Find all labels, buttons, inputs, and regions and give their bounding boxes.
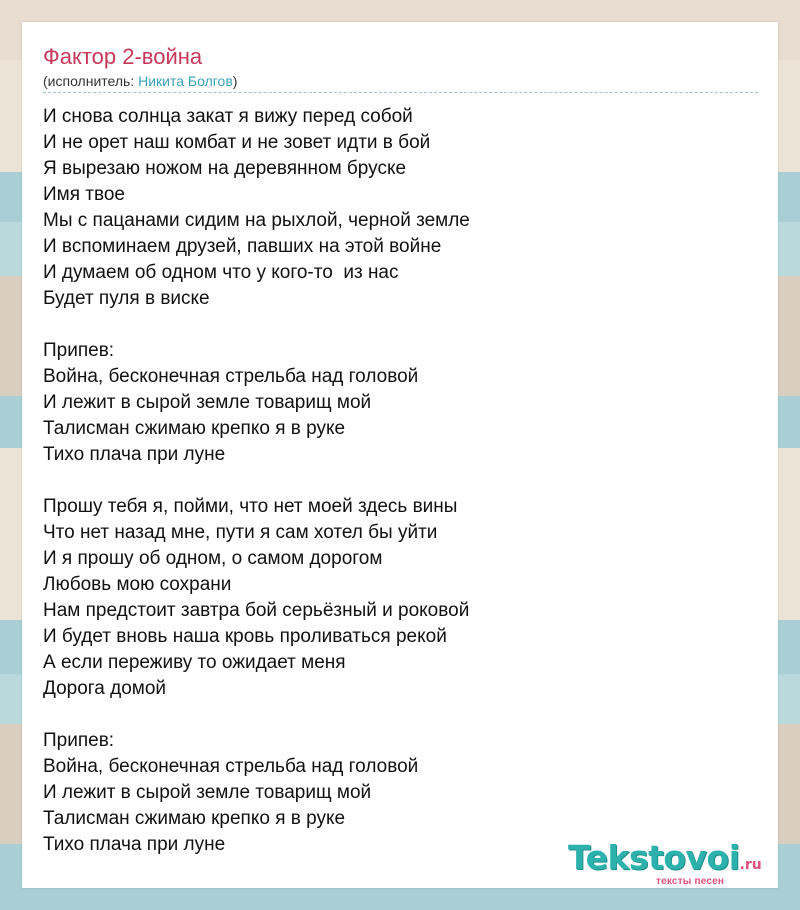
lyric-line: Любовь мою сохрани [43, 574, 232, 595]
lyric-line [43, 702, 470, 728]
lyric-line: Прошу тебя я, пойми, что нет моей здесь вины [43, 496, 458, 517]
lyrics-text [43, 104, 470, 858]
lyric-line: И снова солнца закат я вижу перед собой [43, 106, 413, 127]
logo-tagline: тексты песен [656, 876, 725, 887]
lyric-line: И думаем об одном что у кого-то из нас [43, 262, 399, 283]
lyric-line: Припев: [43, 340, 115, 361]
lyric-line: И лежит в сырой земле товарищ мой [43, 392, 372, 413]
lyric-line: И будет вновь наша кровь проливаться рекой [43, 626, 447, 647]
title-divider [43, 92, 758, 93]
lyric-line: Талисман сжимаю крепко я в руке [43, 808, 346, 829]
lyric-line: Тихо плача при луне [43, 834, 226, 855]
lyric-line: Нам предстоит завтра бой серьёзный и роковой [43, 600, 470, 621]
lyric-line: Припев: [43, 730, 115, 751]
lyric-line: Мы с пацанами сидим на рыхлой, черной земле [43, 210, 470, 231]
performer-prefix: (исполнитель: [43, 73, 139, 89]
lyric-line: Война, бесконечная стрельба над головой [43, 366, 419, 387]
lyric-line: Дорога домой [43, 678, 167, 699]
lyric-line: Тихо плача при луне [43, 444, 226, 465]
lyric-line: Будет пуля в виске [43, 288, 210, 309]
logo-text: Tekstovoi [568, 838, 740, 877]
lyric-line: И лежит в сырой земле товарищ мой [43, 782, 372, 803]
lyric-line: И вспоминаем друзей, павших на этой войне [43, 236, 442, 257]
performer-line [43, 73, 237, 89]
lyrics-card [22, 22, 778, 888]
lyric-line: Имя твое [43, 184, 126, 205]
lyric-line: И не орет наш комбат и не зовет идти в бой [43, 132, 431, 153]
lyric-line [43, 312, 470, 338]
song-title: Фактор 2-война [43, 44, 203, 69]
performer-suffix: ) [232, 73, 238, 89]
lyric-line: Война, бесконечная стрельба над головой [43, 756, 419, 777]
lyric-line: А если переживу то ожидает меня [43, 652, 346, 673]
site-logo[interactable] [568, 838, 778, 888]
lyric-line: Я вырезаю ножом на деревянном бруске [43, 158, 407, 179]
lyric-line: Что нет назад мне, пути я сам хотел бы уйти [43, 522, 438, 543]
performer-link[interactable]: Никита Болгов [138, 73, 233, 89]
lyric-line: Талисман сжимаю крепко я в руке [43, 418, 346, 439]
lyric-line: И я прошу об одном, о самом дорогом [43, 548, 383, 569]
logo-tld: .ru [739, 857, 762, 873]
lyric-line [43, 468, 470, 494]
